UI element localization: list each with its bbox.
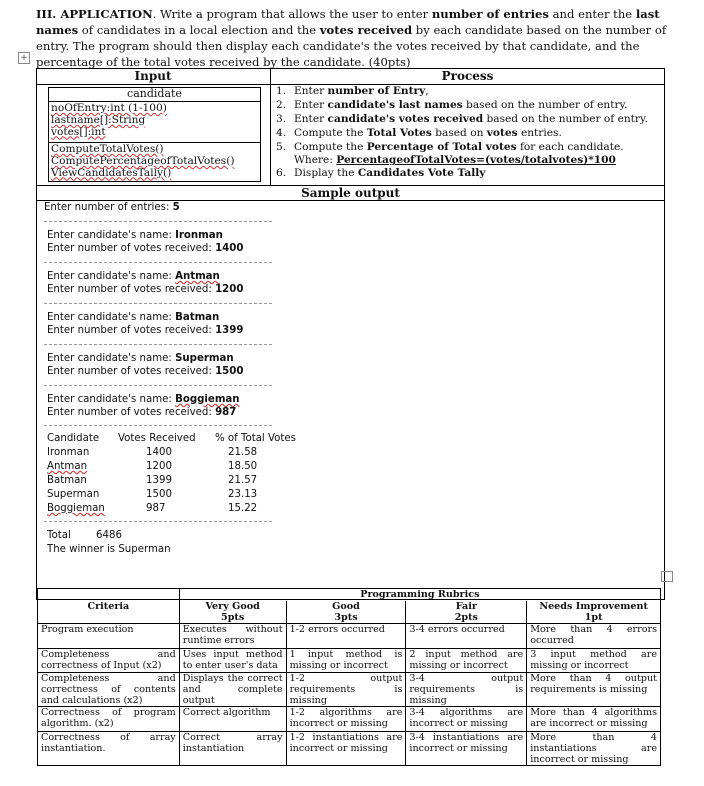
tally-name: Superman [47, 489, 100, 500]
rubric-cell: Displays the correct and complete output [179, 673, 286, 707]
criteria-header: Criteria [38, 589, 180, 624]
attributes-list: noOfEntry:int (1-100) lastname[]:String votes[]:int [51, 102, 167, 138]
table-move-handle-icon[interactable]: + [18, 52, 30, 64]
process-steps [276, 86, 664, 182]
process-step [276, 168, 664, 182]
rubric-cell: 1-2 algorithms are incorrect or missing [286, 707, 406, 732]
step-text: Compute the Percentage of Total votes for each candidate. [294, 140, 624, 153]
candidate-name-line: Enter candidate's name: Superman [47, 353, 234, 364]
step-number: 2. [276, 98, 287, 111]
input-header: Input [134, 69, 172, 83]
tally-pct: 21.58 [228, 447, 258, 458]
rubric-table [37, 588, 661, 766]
tally-votes: 987 [146, 503, 166, 514]
col-votes: Votes Received [118, 433, 196, 444]
rubric-cell: 3-4 errors occurred [406, 624, 527, 649]
tally-votes: 1500 [146, 489, 172, 500]
process-step [276, 128, 664, 142]
col-pct: % of Total Votes [215, 433, 296, 444]
tally-name: Batman [47, 475, 87, 486]
rubric-row [38, 707, 661, 732]
step-text: Display the Candidates Vote Tally [294, 167, 486, 180]
step-number: 4. [276, 126, 287, 139]
candidate-name-line: Enter candidate's name: Batman [47, 312, 220, 323]
rubric-cell: More than 4 output requirements is missing [527, 673, 661, 707]
rubric-row [38, 649, 661, 673]
rubric-criteria: Program execution [38, 624, 180, 649]
candidate-votes-line: Enter number of votes received: 987 [47, 407, 237, 418]
total-label: Total [47, 530, 71, 541]
rubric-cell: Executes without runtime errors [179, 624, 286, 649]
rubric-row [38, 732, 661, 766]
question-paragraph: III. APPLICATION. Write a program that allows the user to enter number of entries and enter the last names of candidates in a local election and the votes received by each candidate based on the number of entry. The program should then display each candidate's the votes received by that candidate, and the percentage of the total votes received by the candidate. (40pts) [36, 7, 667, 69]
rubric-cell: Uses input method to enter user's data [179, 649, 286, 673]
class-name: candidate [127, 87, 182, 100]
tally-votes: 1200 [146, 461, 172, 472]
rubric-cell: More than 4 algorithms are incorrect or missing [527, 707, 661, 732]
level-header: Very Good 5pts [179, 601, 286, 624]
rubric-criteria: Completeness and correctness of Input (x2) [38, 649, 180, 673]
rubric-criteria: Completeness and correctness of contents and calculations (x2) [38, 673, 180, 707]
rubric-cell: 3 input method are missing or incorrect [527, 649, 661, 673]
rubric-cell: 1-2 output requirements is missing [286, 673, 406, 707]
winner-line: The winner is Superman [47, 544, 171, 555]
resize-handle-icon[interactable] [661, 571, 673, 582]
tally-votes: 1399 [146, 475, 172, 486]
step-number: 6. [276, 167, 287, 180]
step-text: Compute the Total Votes based on votes entries. [294, 126, 562, 139]
col-candidate: Candidate [47, 433, 100, 444]
tally-pct: 15.22 [228, 503, 258, 514]
section-title: III. APPLICATION [36, 7, 153, 21]
rubric-cell: 3-4 algorithms are incorrect or missing [406, 707, 527, 732]
step-number: 3. [276, 112, 287, 125]
tally-pct: 18.50 [228, 461, 258, 472]
candidate-votes-line: Enter number of votes received: 1399 [47, 325, 244, 336]
sample-output-header: Sample output [301, 186, 400, 200]
level-header: Needs Improvement 1pt [527, 601, 661, 624]
tally-pct: 21.57 [228, 475, 258, 486]
rubric-cell: 2 input method are missing or incorrect [406, 649, 527, 673]
process-step [276, 114, 664, 128]
tally-name: Ironman [47, 447, 90, 458]
rubric-cell: 1 input method is missing or incorrect [286, 649, 406, 673]
candidate-votes-line: Enter number of votes received: 1200 [47, 284, 244, 295]
process-step [276, 100, 664, 114]
rubric-cell: More than 4 instantiations are incorrect or missing [527, 732, 661, 766]
entries-line: Enter number of entries: 5 [44, 202, 180, 213]
step-number: 1. [276, 85, 287, 97]
rubric-cell: 3-4 instantiations are incorrect or missing [406, 732, 527, 766]
rubric-criteria: Correctness of program algorithm. (x2) [38, 707, 180, 732]
level-header: Fair 2pts [406, 601, 527, 624]
process-step [276, 142, 664, 156]
rubric-cell: 1-2 errors occurred [286, 624, 406, 649]
candidate-name-line: Enter candidate's name: Ironman [47, 230, 223, 241]
process-step [276, 86, 664, 100]
total-value: 6486 [96, 530, 122, 541]
step-text: Where: PercentageofTotalVotes=(votes/totalvotes)*100 [294, 154, 616, 167]
step-text: Enter candidate's votes received based on the number of entry. [294, 112, 648, 125]
rubric-cell: 3-4 output requirements is missing [406, 673, 527, 707]
methods-list: ComputeTotalVotes() ComputePercentageofTotalVotes() ViewCandidatesTally() [51, 143, 235, 179]
level-header: Good 3pts [286, 601, 406, 624]
rubric-title: Programming Rubrics [179, 589, 660, 602]
process-header: Process [441, 69, 494, 83]
rubric-row [38, 624, 661, 649]
step-text: Enter number of Entry, [294, 85, 429, 97]
tally-name: Boggieman [47, 503, 105, 514]
rubric-cell: Correct algorithm [179, 707, 286, 732]
candidate-name-line: Enter candidate's name: Antman [47, 271, 220, 282]
rubric-row [38, 673, 661, 707]
rubric-cell: Correct array instantiation [179, 732, 286, 766]
rubric-cell: More than 4 errors occurred [527, 624, 661, 649]
candidate-name-line: Enter candidate's name: Boggieman [47, 394, 240, 405]
rubric-criteria: Correctness of array instantiation. [38, 732, 180, 766]
candidate-votes-line: Enter number of votes received: 1500 [47, 366, 244, 377]
step-text: Enter candidate's last names based on the number of entry. [294, 98, 628, 111]
rubric-cell: 1-2 instantiations are incorrect or missing [286, 732, 406, 766]
candidate-votes-line: Enter number of votes received: 1400 [47, 243, 244, 254]
step-number: 5. [276, 140, 287, 153]
tally-name: Antman [47, 461, 88, 472]
tally-pct: 23.13 [228, 489, 258, 500]
tally-votes: 1400 [146, 447, 172, 458]
